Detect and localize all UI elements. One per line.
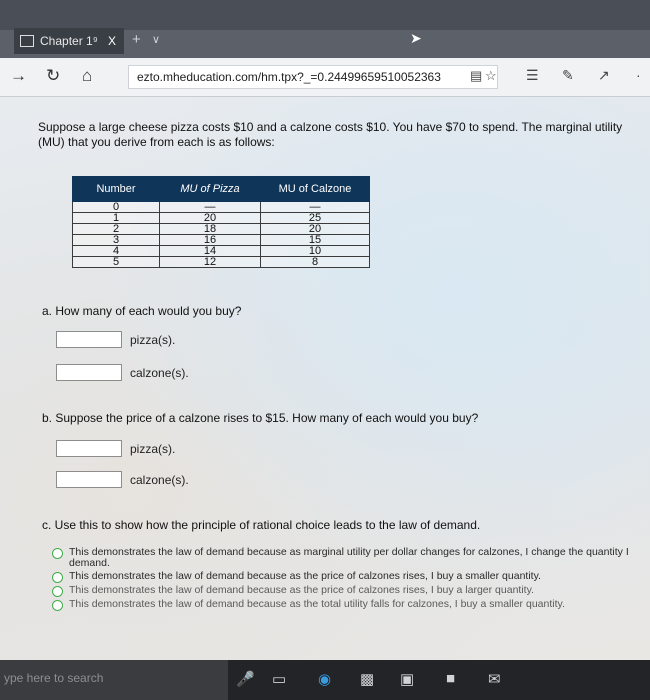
close-tab-button[interactable]: X: [107, 34, 116, 48]
part-b-pizza-label: pizza(s).: [130, 441, 176, 456]
radio-button[interactable]: [52, 572, 63, 583]
part-b-pizza-row: [56, 440, 175, 457]
share-icon[interactable]: ↗: [598, 67, 610, 83]
part-a-pizza-row: [56, 331, 175, 348]
refresh-icon[interactable]: ↻: [46, 66, 61, 85]
table-cell: 0: [73, 202, 160, 213]
reading-view-icon[interactable]: ▤: [470, 68, 483, 83]
table-cell: 18: [160, 224, 261, 235]
part-b-pizza-input[interactable]: [56, 440, 122, 457]
mail-icon[interactable]: ✉: [488, 671, 501, 688]
table-row: [73, 235, 370, 246]
address-bar[interactable]: [128, 65, 498, 89]
home-icon[interactable]: ⌂: [82, 66, 93, 85]
taskbar: [0, 660, 650, 700]
radio-option-label: This demonstrates the law of demand because as the price of calzones rises, I buy a larger quantity.: [69, 584, 534, 596]
table-row: [73, 202, 370, 213]
file-explorer-icon[interactable]: ▩: [360, 671, 375, 688]
part-b-prompt: b. Suppose the price of a calzone rises to $15. How many of each would you buy?: [42, 411, 479, 425]
amazon-icon[interactable]: ■: [446, 670, 456, 687]
table-cell: 16: [160, 235, 261, 246]
table-cell: 2: [73, 224, 160, 235]
table-cell: 15: [261, 235, 370, 246]
tab-dropdown-icon[interactable]: ∨: [152, 34, 161, 46]
part-a-calzone-input[interactable]: [56, 364, 122, 381]
table-row: [73, 257, 370, 268]
table-cell: 20: [160, 213, 261, 224]
table-row: [73, 246, 370, 257]
radio-option-label: This demonstrates the law of demand because as the total utility falls for calzones, I buy a smaller quantity.: [69, 598, 565, 610]
part-c-options: [52, 547, 632, 613]
new-tab-button[interactable]: +: [132, 31, 141, 48]
question-text: Suppose a large cheese pizza costs $10 and a calzone costs $10. You have $70 to spend. The marginal utility (MU) that you derive from each is as follows:: [38, 120, 623, 149]
part-a-pizza-input[interactable]: [56, 331, 122, 348]
part-b-calzone-input[interactable]: [56, 471, 122, 488]
part-b-calzone-row: [56, 471, 189, 488]
favorites-hub-icon[interactable]: ☰: [526, 67, 539, 83]
page-content: [0, 97, 650, 660]
radio-option-label: This demonstrates the law of demand because as the price of calzones rises, I buy a smaller quantity.: [69, 570, 541, 582]
header-mu-pizza: MU of Pizza: [160, 177, 261, 202]
browser-titlebar: [0, 0, 650, 58]
table-cell: —: [261, 202, 370, 213]
taskbar-search-text: ype here to search: [4, 671, 104, 685]
part-a-pizza-label: pizza(s).: [130, 332, 176, 347]
table-cell: 3: [73, 235, 160, 246]
table-row: [73, 213, 370, 224]
mouse-cursor-icon: ➤: [410, 30, 422, 46]
part-a-prompt: a. How many of each would you buy?: [42, 304, 242, 318]
radio-option[interactable]: [52, 547, 632, 569]
taskbar-search-box[interactable]: [0, 660, 228, 700]
url-text: ezto.mheducation.com/hm.tpx?_=0.24499659510052363: [137, 70, 441, 84]
forward-icon[interactable]: →: [10, 66, 27, 85]
table-cell: 4: [73, 246, 160, 257]
table-cell: 10: [261, 246, 370, 257]
store-icon[interactable]: ▣: [400, 671, 415, 688]
mu-table: [72, 176, 370, 268]
browser-navbar: [0, 58, 650, 97]
table-cell: 20: [261, 224, 370, 235]
radio-option[interactable]: [52, 571, 632, 583]
part-b-calzone-label: calzone(s).: [130, 472, 189, 487]
header-number: Number: [73, 177, 160, 202]
part-c-prompt: c. Use this to show how the principle of rational choice leads to the law of demand.: [42, 518, 481, 532]
page-icon: [20, 35, 34, 47]
part-a-calzone-label: calzone(s).: [130, 365, 189, 380]
table-cell: 5: [73, 257, 160, 268]
table-cell: —: [160, 202, 261, 213]
tab-title: Chapter 1⁹: [40, 34, 98, 48]
more-icon[interactable]: ·: [636, 67, 641, 83]
table-header-row: [73, 177, 370, 202]
web-note-icon[interactable]: ✎: [562, 67, 574, 83]
radio-option-label: This demonstrates the law of demand because as marginal utility per dollar changes for calzones, I change the quantity I demand.: [69, 546, 629, 569]
table-row: [73, 224, 370, 235]
table-cell: 25: [261, 213, 370, 224]
radio-option[interactable]: [52, 585, 632, 597]
table-cell: 14: [160, 246, 261, 257]
edge-browser-icon[interactable]: ◉: [318, 671, 332, 688]
part-a-calzone-row: [56, 364, 189, 381]
table-cell: 8: [261, 257, 370, 268]
radio-button[interactable]: [52, 548, 63, 559]
browser-tab[interactable]: [14, 28, 124, 54]
radio-button[interactable]: [52, 600, 63, 611]
radio-button[interactable]: [52, 586, 63, 597]
microphone-icon[interactable]: 🎤: [236, 671, 255, 688]
table-cell: 1: [73, 213, 160, 224]
header-mu-calzone: MU of Calzone: [261, 177, 370, 202]
task-view-icon[interactable]: ▭: [272, 671, 287, 688]
radio-option[interactable]: [52, 599, 632, 611]
table-cell: 12: [160, 257, 261, 268]
favorite-star-icon[interactable]: ☆: [485, 68, 497, 83]
